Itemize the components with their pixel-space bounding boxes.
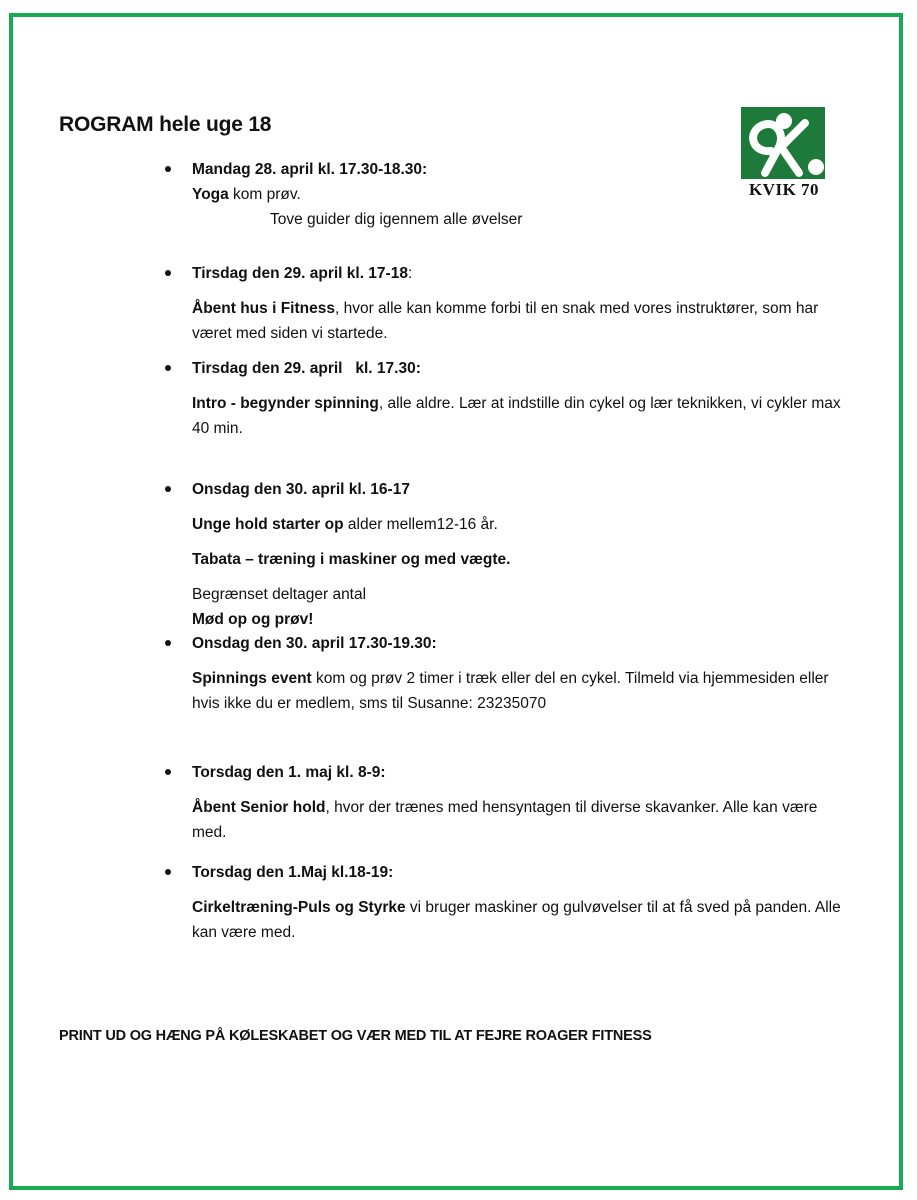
item-line: Cirkeltræning-Puls og Styrke vi bruger maskiner og gulvøvelser til at få sved på panden. Alle kan være med. [192, 899, 841, 941]
item-heading: Tirsdag den 29. april kl. 17.30: [192, 360, 421, 377]
item-line: Begrænset deltager antal [192, 586, 367, 603]
item-line: Tove guider dig igennem alle øvelser [270, 211, 523, 228]
item-line: Åbent hus i Fitness, hvor alle kan komme forbi til en snak med vores instruktører, som har været med siden vi startede. [192, 300, 819, 342]
item-line: Åbent Senior hold, hvor der trænes med hensyntagen til diverse skavanker. Alle kan være med. [192, 799, 818, 841]
item-line: Tabata – træning i maskiner og med vægte. [192, 551, 511, 568]
item-heading: Mandag 28. april kl. 17.30-18.30: [192, 161, 428, 178]
schedule-item [163, 477, 843, 632]
item-line: Intro - begynder spinning, alle aldre. Lær at indstille din cykel og lær teknikken, vi cykler max 40 min. [192, 395, 841, 437]
item-heading: Torsdag den 1.Maj kl.18-19: [192, 864, 394, 881]
schedule-item [163, 157, 843, 232]
schedule-item [163, 261, 843, 346]
item-heading: Onsdag den 30. april kl. 16-17 [192, 481, 410, 498]
logo-text: KVIK 70 [748, 180, 820, 199]
schedule-item [163, 860, 843, 945]
item-line: Spinnings event kom og prøv 2 timer i træk eller del en cykel. Tilmeld via hjemmesiden eller hvis ikke du er medlem, sms til Susanne: 23235070 [192, 670, 829, 712]
item-line: Yoga kom prøv. [192, 186, 301, 203]
schedule-item [163, 356, 843, 441]
item-heading: Onsdag den 30. april 17.30-19.30: [192, 635, 437, 652]
item-line: Unge hold starter op alder mellem12-16 år. [192, 516, 498, 533]
item-heading: Torsdag den 1. maj kl. 8-9: [192, 764, 386, 781]
page-title: ROGRAM hele uge 18 [59, 113, 272, 136]
item-line: Mød op og prøv! [192, 611, 314, 628]
schedule-item [163, 760, 843, 845]
item-heading: Tirsdag den 29. april kl. 17-18: [192, 265, 413, 282]
footer-note: PRINT UD OG HÆNG PÅ KØLESKABET OG VÆR MED TIL AT FEJRE ROAGER FITNESS [59, 1028, 652, 1044]
schedule-item [163, 631, 843, 716]
